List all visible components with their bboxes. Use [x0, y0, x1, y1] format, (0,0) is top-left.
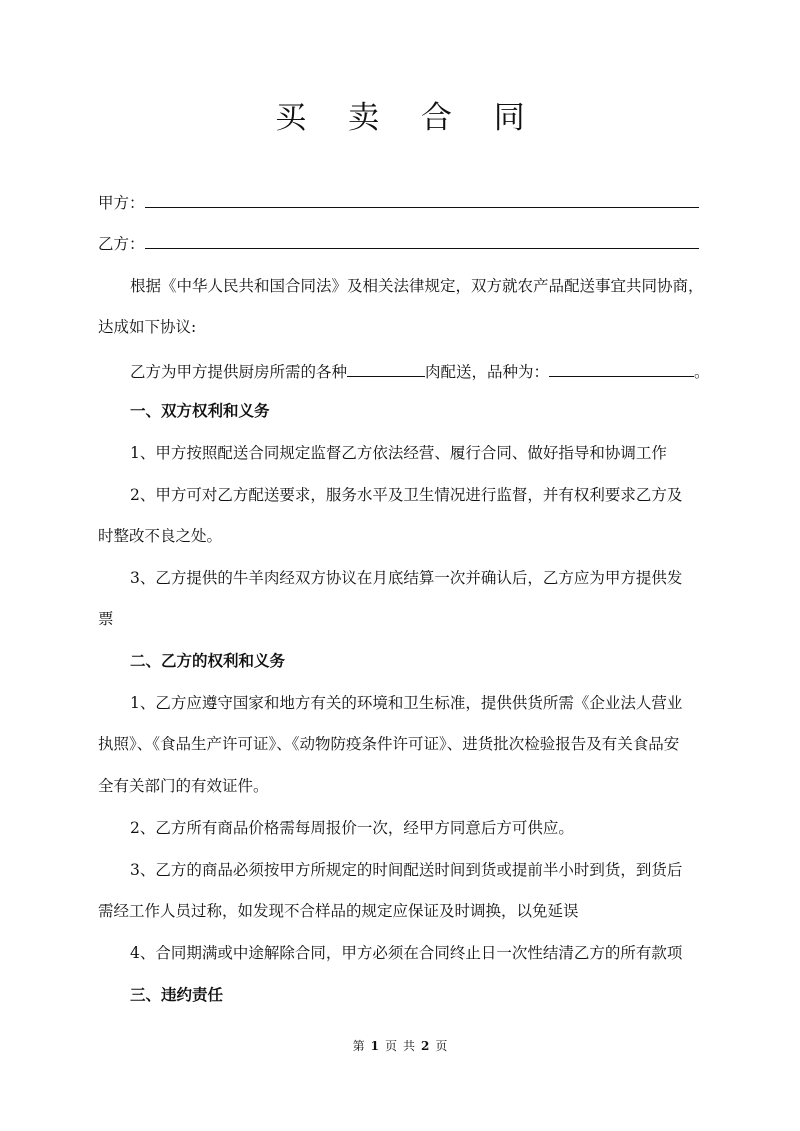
footer-page-total: 2 [421, 1039, 430, 1053]
footer-page-word: 第 [352, 1039, 365, 1053]
footer-total-unit: 页 [435, 1039, 448, 1053]
footer-total-word: 共 [403, 1039, 416, 1053]
section-1-item-1: 1、甲方按照配送合同规定监督乙方依法经营、履行合同、做好指导和协调工作 [130, 444, 667, 462]
section-2-item-1-line-1: 1、乙方应遵守国家和地方有关的环境和卫生标准，提供供货所需《企业法人营业 [130, 694, 683, 712]
footer-page-current: 1 [370, 1039, 379, 1053]
footer-page-unit: 页 [384, 1039, 397, 1053]
section-1-item-3-line-2: 票 [98, 610, 114, 628]
section-2-item-3-line-2: 需经工作人员过称，如发现不合样品的规定应保证及时调换，以免延误 [98, 902, 579, 920]
page-footer [0, 1037, 800, 1054]
party-a-blank[interactable] [145, 207, 699, 208]
party-b-label: 乙方： [98, 235, 145, 253]
section-3-heading: 三、违约责任 [130, 985, 224, 1004]
variety-blank[interactable] [549, 360, 694, 377]
supply-text-1: 乙方为甲方提供厨房所需的各种 [130, 363, 348, 381]
section-2-item-1-line-2: 执照》、《食品生产许可证》、《动物防疫条件许可证》、进货批次检验报告及有关食品安 [98, 735, 680, 753]
meat-type-blank[interactable] [347, 360, 425, 377]
document-title: 买 卖 合 同 [275, 100, 541, 136]
section-1-item-3-line-1: 3、乙方提供的牛羊肉经双方协议在月底结算一次并确认后，乙方应为甲方提供发 [130, 569, 683, 587]
supply-text-2: 肉配送，品种为： [425, 363, 550, 381]
section-2-heading: 二、乙方的权利和义务 [130, 651, 286, 670]
section-1-heading: 一、双方权利和义务 [130, 401, 270, 420]
section-1-item-2-line-1: 2、甲方可对乙方配送要求，服务水平及卫生情况进行监督，并有权利要求乙方及 [130, 486, 683, 504]
party-a-label: 甲方： [98, 194, 145, 212]
party-b-blank[interactable] [145, 248, 699, 249]
section-2-item-3-line-1: 3、乙方的商品必须按甲方所规定的时间配送时间到货或提前半小时到货，到货后 [130, 861, 683, 879]
section-1-item-2-line-2: 时整改不良之处。 [98, 527, 223, 545]
intro-line-2: 达成如下协议: [98, 318, 197, 336]
supply-clause [130, 360, 710, 382]
section-2-item-2: 2、乙方所有商品价格需每周报价一次，经甲方同意后方可供应。 [130, 819, 574, 837]
section-2-item-1-line-3: 全有关部门的有效证件。 [98, 777, 269, 795]
supply-end: 。 [694, 363, 710, 381]
section-2-item-4: 4、合同期满或中途解除合同，甲方必须在合同终止日一次性结清乙方的所有款项 [130, 944, 683, 962]
intro-line-1: 根据《中华人民共和国合同法》及相关法律规定，双方就农产品配送事宜共同协商， [130, 277, 704, 295]
